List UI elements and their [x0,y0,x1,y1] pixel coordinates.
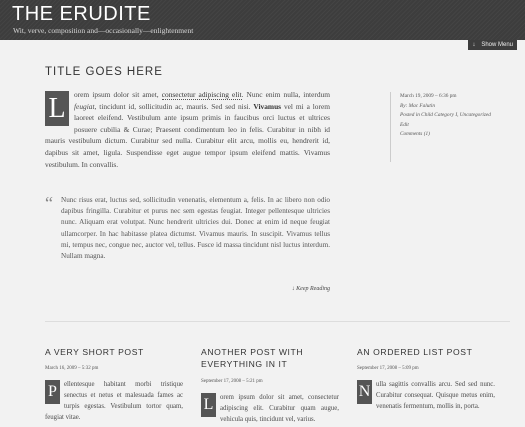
body-bold: Vivamus [253,101,282,111]
meta-edit-link[interactable]: Edit [400,121,409,128]
body-link[interactable]: consectetur adipiscing elit [161,90,242,99]
show-menu-button[interactable] [468,40,517,50]
drop-cap: L [201,393,216,417]
mini-post [201,346,339,425]
mini-post-body [45,379,183,423]
mini-post-title[interactable]: AN ORDERED LIST POST [357,347,473,357]
post-body [45,89,330,170]
mini-post-title[interactable]: A VERY SHORT POST [45,347,144,357]
meta-date: March 19, 2009 – 6:36 pm [400,93,457,99]
mini-post-body [201,392,339,425]
mini-post [45,346,183,423]
mini-post-text: ellentesque habitant morbi tristique senectus et netus et malesuada fames ac turpis egestas. Vestibulum tortor quam, feugiat vitae. [45,381,183,421]
divider [45,321,510,322]
site-title[interactable]: THE ERUDITE [12,3,151,25]
mini-post-text: orem ipsum dolor sit amet, consectetur adipiscing elit. Curabitur quam augue, vehicula quis, tincidunt vel, varius. [220,394,339,423]
site-header [0,0,525,40]
drop-cap: P [45,380,60,404]
mini-post-title[interactable]: ANOTHER POST WITH EVERYTHING IN IT [201,347,304,369]
body-text: vel mi a lorem laoreet eleifend. Vestibulum ante ipsum primis in faucibus orci luctus et ultrices posuere cubilia & Curae; Praesent condimentum leo in felis. Curabitur in nibh id mauris vestibulum dictum. Curabitur sed nulla. Curabitur elit arcu, mollis eu, hendrerit id, dapibus sit amet, ligula. Suspendisse eget augue tempor ipsum eleifend mattis. Vivamus vestibulum. In convallis. [45,101,330,169]
body-text: . Nunc enim nulla, interdum [241,90,330,99]
mini-post-date: September 17, 2008 – 5:09 pm [357,366,419,371]
blockquote [45,195,330,262]
mini-post-body [357,379,495,412]
show-menu-label: Show Menu [481,42,513,48]
mini-post-date: September 17, 2008 – 5:21 pm [201,379,263,384]
meta-comments-link[interactable]: Comments (1) [400,131,430,137]
drop-cap: N [357,380,372,404]
post-title[interactable]: TITLE GOES HERE [45,66,163,78]
quote-icon: “ [45,193,53,213]
drop-cap: L [45,91,69,126]
body-text: orem ipsum dolor sit amet, [74,90,162,99]
mini-post [357,346,495,412]
post-meta [390,92,510,162]
mini-post-date: March 16, 2009 – 5:32 pm [45,366,99,371]
site-tagline: Wit, verve, composition and—occasionally—enlightenment [13,26,194,35]
meta-category[interactable]: Posted in Child Category I, Uncategorized [400,112,491,118]
meta-author[interactable]: By: Mac Falutin [400,102,436,109]
keep-reading-link[interactable]: ↓ Keep Reading [291,286,330,292]
body-text: , tincidunt id, sollicitudin ac, mauris. Sed sed nisi. [94,101,254,111]
mini-post-text: ulla sagittis convallis arcu. Sed sed nunc. Curabitur consequat. Quisque metus enim, venenatis fermentum, mollis in, porta. [376,381,495,410]
arrow-down-icon: ↓ [472,42,476,48]
body-emphasis: feugiat [74,101,95,111]
quote-text: Nunc risus erat, luctus sed, sollicitudin venenatis, elementum a, felis. In ac libero non odio dapibus fringilla. Curabitur et purus nec sem egestas feugiat. Integer pellentesque ultricies nunc. Aliquam erat volutpat. Nunc hendrerit ultricies dui. Donec at enim id neque feugiat ullamcorper. In hac habitasse platea dictumst. Vivamus mauris. In suscipit. Vivamus tellus mi, tempus nec, congue nec, auctor vel, tellus. Fusce id massa tincidunt nisl luctus interdum. Nullam magna. [61,196,330,261]
